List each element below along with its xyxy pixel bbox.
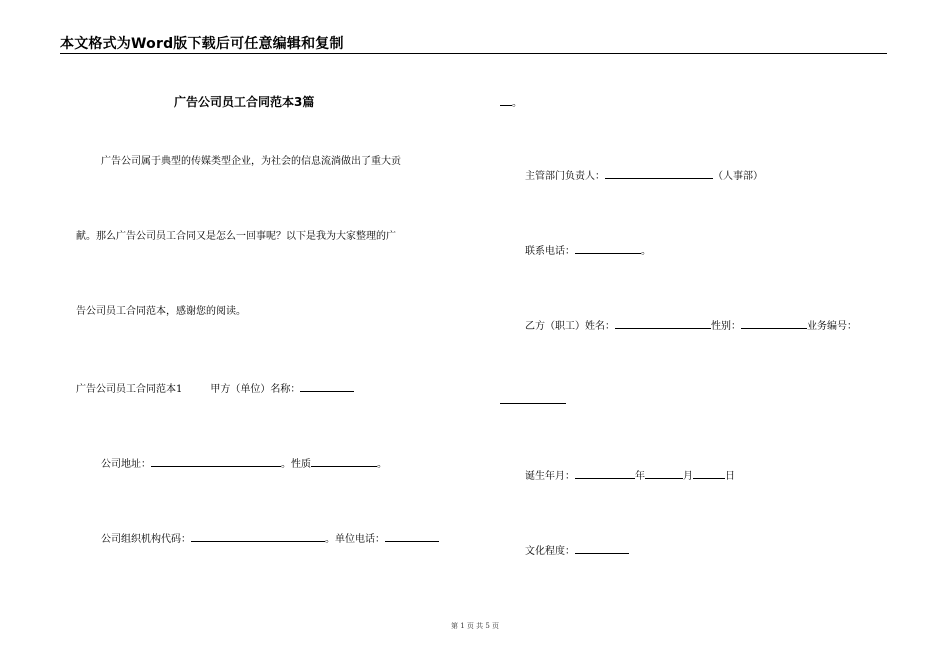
business-no-continuation: [500, 393, 566, 408]
day-label: 日: [725, 471, 735, 482]
document-header-banner: 本文格式为Word版下载后可任意编辑和复制: [60, 36, 344, 52]
gender-blank: [741, 318, 807, 329]
address-line: [101, 456, 387, 471]
month-label: 月: [683, 471, 693, 482]
page-footer: 第 1 页 共 5 页: [450, 622, 500, 630]
supervisor-blank: [605, 168, 713, 179]
document-title: 广告公司员工合同范本3篇: [174, 95, 315, 109]
period: 。: [281, 459, 291, 470]
period: 。: [512, 98, 522, 109]
business-no-label: 业务编号：: [807, 321, 857, 332]
party-b-name-label: 乙方（职工）姓名：: [525, 321, 615, 332]
party-a-name-blank: [300, 381, 354, 392]
supervisor-line: [525, 168, 763, 183]
intro-paragraph-line-3: 告公司员工合同范本，感谢您的阅读。: [76, 306, 246, 317]
contact-phone-label: 联系电话：: [525, 246, 575, 257]
header-divider: [60, 53, 887, 54]
party-a-label: 甲方（单位）名称：: [210, 384, 301, 395]
supervisor-label: 主管部门负责人：: [525, 171, 605, 182]
period: 。: [641, 246, 651, 257]
education-label: 文化程度：: [525, 546, 575, 557]
continuation-line: [500, 95, 522, 110]
party-b-name-blank: [615, 318, 711, 329]
address-label: 公司地址：: [101, 459, 151, 470]
org-code-label: 公司组织机构代码：: [101, 534, 191, 545]
birth-month-blank: [645, 468, 683, 479]
unit-phone-blank: [385, 531, 439, 542]
business-no-blank: [500, 393, 566, 404]
address-blank: [151, 456, 281, 467]
intro-paragraph-line-2: 献。那么广告公司员工合同又是怎么一回事呢？以下是我为大家整理的广: [76, 231, 396, 242]
org-code-line: [101, 531, 439, 546]
hr-dept-label: （人事部）: [713, 171, 763, 182]
nature-label: 性质: [291, 459, 311, 470]
contract-heading: 广告公司员工合同范本1: [76, 384, 183, 395]
birth-day-blank: [693, 468, 725, 479]
party-b-line: [525, 318, 857, 333]
continuation-blank: [500, 95, 512, 106]
unit-phone-label: 单位电话：: [335, 534, 385, 545]
contract-heading-line: [76, 381, 354, 396]
year-label: 年: [635, 471, 645, 482]
contact-phone-line: [525, 243, 651, 258]
birth-year-blank: [575, 468, 635, 479]
education-blank: [575, 543, 629, 554]
nature-blank: [311, 456, 377, 467]
org-code-blank: [191, 531, 325, 542]
intro-paragraph-line-1: 广告公司属于典型的传媒类型企业，为社会的信息流淌做出了重大贡: [101, 156, 401, 167]
gender-label: 性别：: [711, 321, 741, 332]
period: 。: [377, 459, 387, 470]
contact-phone-blank: [575, 243, 641, 254]
birth-label: 诞生年月：: [525, 471, 575, 482]
period: 。: [325, 534, 335, 545]
birth-line: [525, 468, 735, 483]
education-line: [525, 543, 629, 558]
